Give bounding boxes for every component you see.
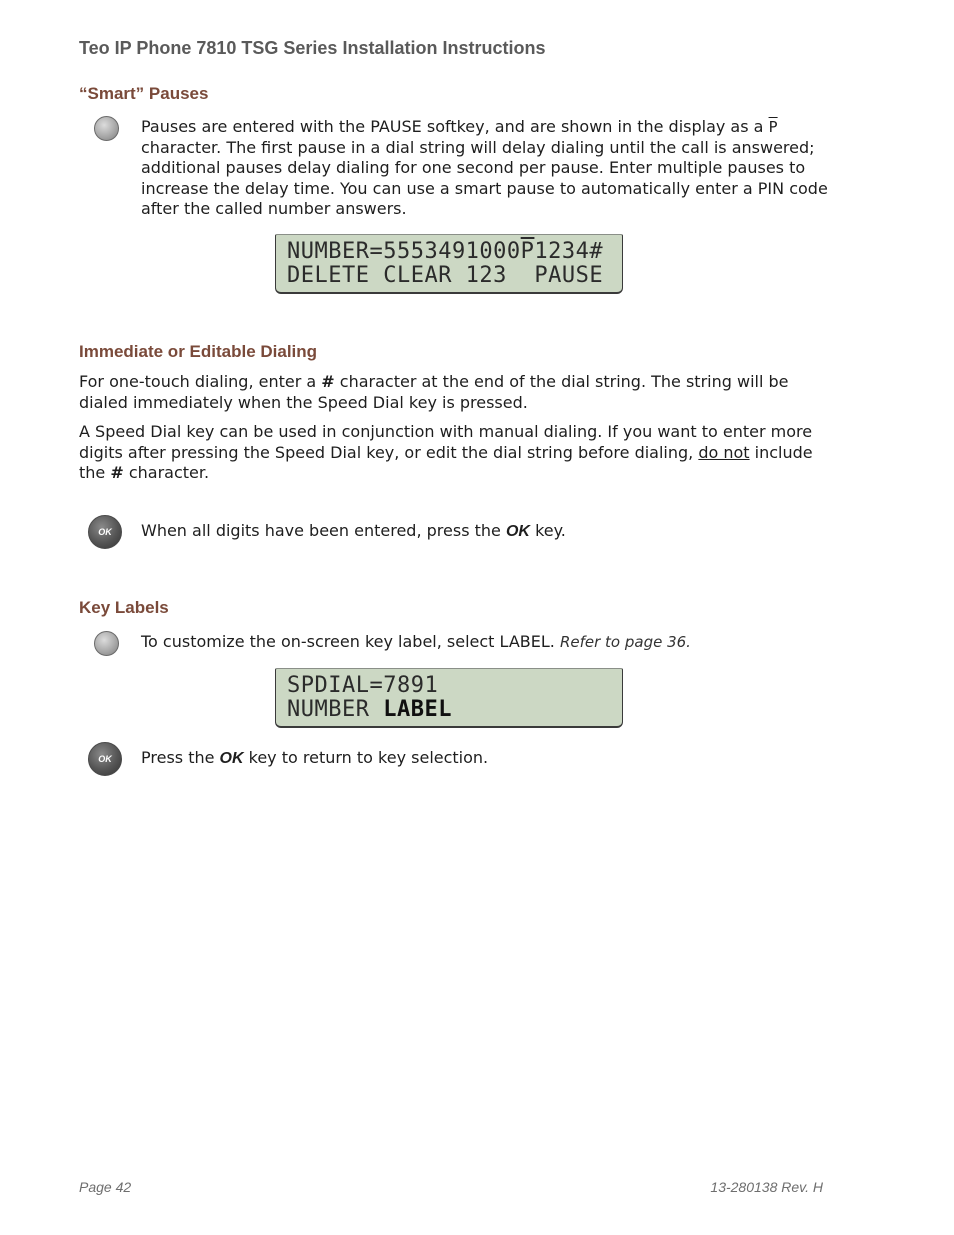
page-reference: Refer to page 36.: [559, 633, 691, 651]
document-number: 13-280138 Rev. H: [710, 1179, 823, 1195]
lcd-number-text: NUMBER=5553491000: [287, 239, 521, 264]
text-segment: character.: [128, 463, 210, 483]
hash-character: #: [321, 372, 335, 391]
ok-key-reference: OK: [219, 750, 244, 767]
key-labels-instruction: [141, 632, 691, 653]
section-heading-key-labels: Key Labels: [79, 598, 169, 617]
ok-step-instruction: [141, 521, 566, 543]
lcd-softkey-line: [287, 697, 452, 722]
immediate-dialing-paragraph-2: [79, 422, 831, 484]
bullet-icon: [94, 116, 119, 141]
lcd-spdial-line: SPDIAL=7891: [287, 673, 439, 698]
text-segment: When all digits have been entered, press the: [141, 521, 501, 540]
ok-key-icon: OK: [88, 742, 122, 776]
text-segment: include the: [79, 442, 813, 483]
lcd-label-softkey: LABEL: [383, 697, 452, 722]
lcd-display-label: [275, 668, 623, 728]
smart-pauses-description: [141, 117, 831, 220]
lcd-softkey-line: DELETE CLEAR 123 PAUSE: [287, 263, 604, 288]
text-segment: character. The first pause in a dial string will delay dialing until the call is answered; additional pauses delay dialing for one second per pause. Enter multiple pauses to increase the delay time. You can use a smart pause to automatically enter a PIN code after the called number answers.: [141, 137, 828, 219]
section-heading-smart-pauses: “Smart” Pauses: [79, 84, 209, 103]
page-number: Page 42: [79, 1179, 132, 1195]
bullet-icon: [94, 631, 119, 656]
text-segment: Pauses are entered with the PAUSE softkey, and are shown in the display as a: [141, 117, 764, 136]
ok-key-reference: OK: [505, 523, 530, 540]
text-segment: For one-touch dialing, enter a: [79, 372, 317, 391]
lcd-pin-text: 1234#: [534, 239, 604, 264]
lcd-number-softkey: NUMBER: [287, 697, 384, 722]
text-segment: To customize the on-screen key label, select LABEL.: [141, 632, 555, 651]
hash-character: #: [110, 463, 124, 483]
ok-key-icon: OK: [88, 515, 122, 549]
emphasis-do-not: do not: [698, 442, 750, 462]
immediate-dialing-paragraph-1: [79, 372, 831, 413]
text-segment: A Speed Dial key can be used in conjunction with manual dialing. If you want to enter more digits after pressing the Speed Dial key, or edit the dial string before dialing,: [79, 422, 813, 462]
section-heading-immediate-dialing: Immediate or Editable Dialing: [79, 342, 318, 361]
lcd-line-1: [287, 239, 603, 264]
text-segment: Press the: [141, 748, 215, 767]
lcd-pause-char: $\overline{P}$: [520, 239, 535, 264]
text-segment: key to return to key selection.: [248, 748, 489, 767]
lcd-display-pause: [275, 234, 623, 294]
ok-step-instruction: [141, 748, 488, 770]
text-segment: key.: [535, 521, 566, 540]
pause-glyph: $\overline{P}$: [768, 118, 778, 136]
document-title: Teo IP Phone 7810 TSG Series Installation Instructions: [79, 38, 546, 58]
text-segment: character at the end of the dial string. The string will be dialed immediately when the Speed Dial key is pressed.: [79, 372, 789, 412]
